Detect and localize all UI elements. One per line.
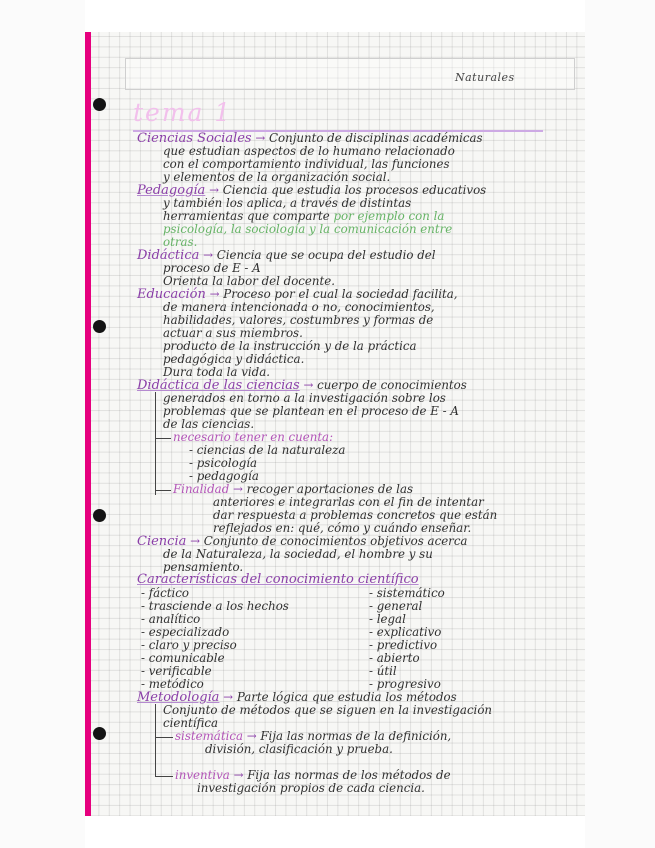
list-item: - general [369,599,423,613]
definition-line: generados en torno a la investigación sobre los [163,391,446,405]
list-item: - explicativo [369,625,442,639]
list-item: - útil [369,664,397,678]
term-caracteristicas: Características del conocimiento científico [137,572,419,587]
arrow-icon: → [255,131,266,145]
background-left [0,0,85,848]
definition-line: Proceso por el cual la sociedad facilita, [223,287,458,301]
arrow-icon: → [223,690,234,704]
arrow-icon: → [203,248,213,262]
inventiva-label: inventiva [175,768,230,782]
punch-hole [93,98,106,111]
term-educacion: Educación [137,287,206,302]
example-text: por ejemplo con la [333,209,445,223]
list-item: - pedagogía [189,469,259,483]
term-didactica-ciencias: Didáctica de las ciencias [137,378,300,393]
definition-line: Conjunto de conocimientos objetivos acerca [203,534,468,548]
definition-line: de manera intencionada o no, conocimientos, [163,300,435,314]
definition-line: y también los aplica, a través de distintas [163,196,412,210]
definition-line: Ciencia que se ocupa del estudio del [216,248,436,262]
definition-line: pedagógica y didáctica. [163,352,305,366]
definition-line: científica [163,716,218,730]
sistematica-label: sistemática [175,729,243,743]
list-item: - comunicable [141,651,225,665]
definition-line: Conjunto de métodos que se siguen en la investigación [163,703,493,717]
term-metodologia: Metodología [137,690,220,705]
definition-line: Orienta la labor del docente. [163,274,335,288]
definition-text: herramientas que comparte [163,209,330,223]
punch-hole [93,320,106,333]
definition-line: que estudian aspectos de lo humano relacionado [163,144,455,158]
arrow-icon: → [190,534,200,548]
definition-line: Fija las normas de los métodos de [247,768,451,782]
sistematica-row [175,730,451,743]
definition-line: reflejados en: qué, cómo y cuándo enseñar. [213,521,472,535]
definition-line: Ciencia que estudia los procesos educativos [222,183,487,197]
list-item: - predictivo [369,638,438,652]
definition-line: proceso de E - A [163,261,261,275]
definition-line: problemas que se plantean en el proceso de E - A [163,404,459,418]
bracket-tick [155,737,173,738]
arrow-icon: → [246,729,257,743]
definition-line: pensamiento. [163,560,244,574]
arrow-icon: → [303,378,314,392]
bracket-line [155,392,156,495]
bracket-tick [155,490,171,491]
definition-line [163,210,444,223]
definition-line: Parte lógica que estudia los métodos [236,690,457,704]
page-edge [85,32,91,816]
list-item: - claro y preciso [141,638,237,652]
definition-line: investigación propios de cada ciencia. [197,781,425,795]
necesario-label: necesario tener en cuenta: [173,430,334,444]
arrow-icon: → [233,768,244,782]
definition-line: actuar a sus miembros. [163,326,303,340]
page-title: tema 1 [133,98,233,127]
arrow-icon: → [233,482,243,496]
finalidad-row [173,483,413,496]
definition-line: y elementos de la organización social. [163,170,391,184]
list-item: - verificable [141,664,212,678]
term-pedagogia: Pedagogía [137,183,206,198]
bracket-line [155,704,156,776]
finalidad-label: Finalidad [173,482,230,496]
term-ciencia: Ciencia [137,534,187,549]
list-item: - abierto [369,651,420,665]
list-item: - ciencias de la naturaleza [189,443,346,457]
definition-line: de la Naturaleza, la sociedad, el hombre y su [163,547,433,561]
definition-line: con el comportamiento individual, las funciones [163,157,450,171]
inventiva-row [175,769,451,782]
bracket-tick [155,776,173,777]
definition-line: habilidades, valores, costumbres y formas de [163,313,434,327]
definition-line: dar respuesta a problemas concretos que están [213,508,498,522]
list-item: - psicología [189,456,258,470]
definition-line: Conjunto de disciplinas académicas [269,131,483,145]
definition-line: cuerpo de conocimientos [317,378,467,392]
arrow-icon: → [209,287,220,301]
list-item: - especializado [141,625,230,639]
background-right [585,0,655,848]
list-item: - trasciende a los hechos [141,599,289,613]
list-item: - progresivo [369,677,441,691]
subject-label: Naturales [455,71,515,84]
list-item: - analítico [141,612,201,626]
example-line: psicología, la sociología y la comunicación entre [163,222,453,236]
definition-line: división, clasificación y prueba. [205,742,393,756]
list-item: - metódico [141,677,204,691]
punch-hole [93,727,106,740]
definition-line: anteriores e integrarlas con el fin de intentar [213,495,484,509]
definition-line: recoger aportaciones de las [246,482,414,496]
term-didactica: Didáctica [137,248,200,263]
list-item: - fáctico [141,586,189,600]
definition-line: Dura toda la vida. [163,365,270,379]
list-item: - legal [369,612,406,626]
definition-line: Fija las normas de la definición, [260,729,452,743]
term-ciencias-sociales: Ciencias Sociales [137,131,252,146]
punch-hole [93,509,106,522]
list-item: - sistemático [369,586,445,600]
arrow-icon: → [209,183,219,197]
definition-line: producto de la instrucción y de la práctica [163,339,417,353]
example-line: otras. [163,235,198,249]
notebook-page [85,32,585,816]
definition-line: de las ciencias. [163,417,255,431]
bracket-tick [155,438,171,439]
